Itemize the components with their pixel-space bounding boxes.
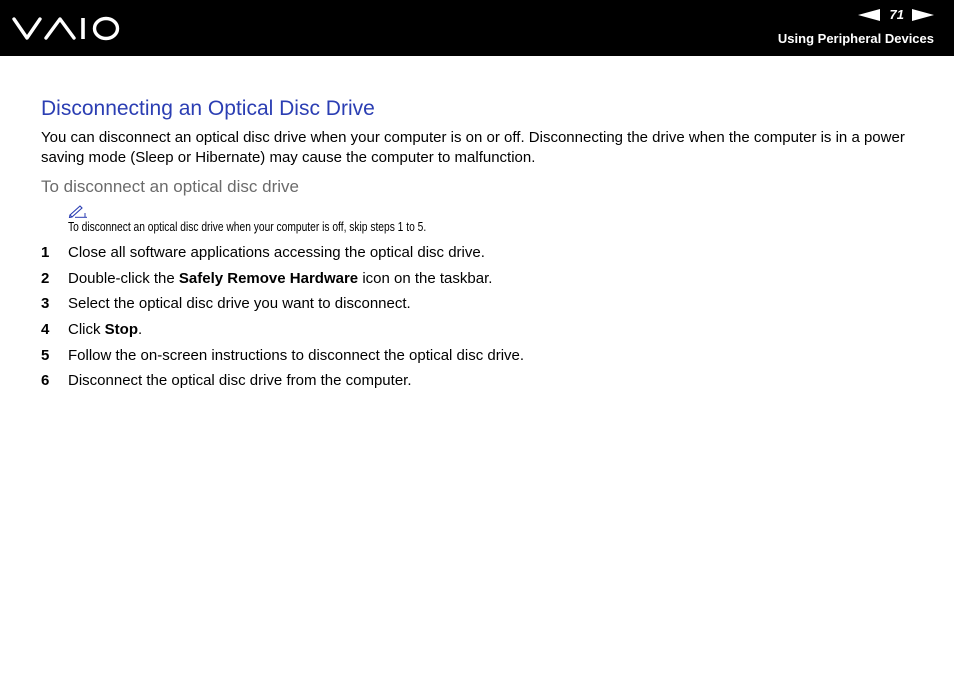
step-item [41,346,921,366]
stop-label: Stop [104,321,138,339]
note-text: To disconnect an optical disc drive when your computer is off, skip steps 1 to 5. [68,220,427,234]
page-title: Disconnecting an Optical Disc Drive [41,97,375,120]
step-text: Select the optical disc drive you want to disconnect. [68,295,411,313]
step-text: Follow the on-screen instructions to disconnect the optical disc drive. [68,346,525,364]
step-text: Disconnect the optical disc drive from the computer. [68,372,412,390]
step-item [41,294,921,314]
safely-remove-hardware-label: Safely Remove Hardware [178,269,359,287]
step-number: 4 [41,321,50,339]
step-number: 3 [41,295,50,313]
page-header [0,0,954,56]
step-text-suffix: icon on the taskbar. [358,269,493,287]
step-text-suffix: . [138,321,143,339]
previous-page-arrow-icon[interactable] [858,9,880,21]
vaio-logo [12,14,122,44]
page-navigation [858,7,934,23]
step-item [41,269,921,289]
step-number: 5 [41,346,50,364]
step-number: 2 [41,269,50,287]
section-title: Using Peripheral Devices [777,31,934,46]
step-item [41,243,921,263]
procedure-heading: To disconnect an optical disc drive [41,177,299,196]
steps-list [41,243,921,391]
pencil-note-icon [68,204,88,218]
page-number: 71 [889,7,904,22]
step-text-prefix: Double-click the [68,269,179,287]
next-page-arrow-icon[interactable] [912,9,934,21]
step-item [41,371,921,391]
step-text: Close all software applications accessing the optical disc drive. [68,244,485,261]
step-number: 1 [41,244,50,261]
main-content [41,95,921,397]
intro-paragraph: You can disconnect an optical disc drive when your computer is on or off. Disconnecting the drive when the computer is in a power saving mode (Sleep or Hibernate) may cause the computer to malfunction. [41,129,905,166]
step-item [41,320,921,340]
step-number: 6 [41,372,50,390]
step-text-prefix: Click [68,321,105,339]
note-block [68,204,921,236]
